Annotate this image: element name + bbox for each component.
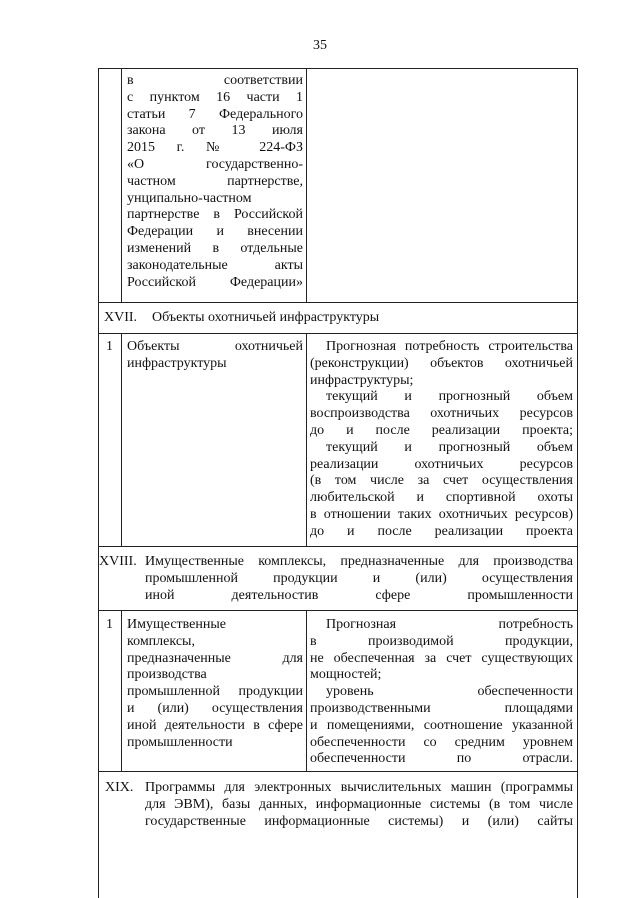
table-border-top <box>98 68 578 69</box>
col-divider <box>121 68 122 302</box>
row-divider <box>98 302 578 303</box>
row-divider <box>98 771 578 772</box>
section-number: XVII. <box>104 310 138 325</box>
section-title: Имущественные комплексы, предназначенные для производства промышленной продукции и (или) осуществления иной деятельностив сфере промышленности <box>145 554 573 603</box>
row-divider <box>98 333 578 334</box>
col-divider <box>121 610 122 771</box>
section-number: XIX. <box>105 780 134 795</box>
row-divider <box>98 610 578 611</box>
continuation-col2-text: в соответствии с пунктом 16 части 1 статьи 7 Федерального закона от 13 июля 2015 г. № 224-ФЗ «О государственно- частном партнерстве, унципально-частном партнерстве в Российской Федерации и внесении изменений в отдельные законодательные акты Российской Федерации» <box>127 73 303 290</box>
row-number: 1 <box>106 339 113 354</box>
col-divider <box>306 610 307 771</box>
row-name: Объекты охотничьей инфраструктуры <box>127 339 303 371</box>
row-description: Прогнозная потребность в производимой продукции, не обеспеченная за счет существующих мощностей; уровень обеспеченности производственными площадями и помещениями, соотношение указанной обеспеченности со средним уровнем обеспеченности по отрасли. <box>310 617 573 767</box>
row-name: Имущественные комплексы, предназначенные для производства промышленной продукции и (или) осуществления иной деятельности в сфере промышленности <box>127 617 303 750</box>
table-border-left <box>98 68 99 898</box>
table-border-right <box>577 68 578 898</box>
row-divider <box>98 546 578 547</box>
row-number: 1 <box>106 617 113 632</box>
col-divider <box>306 68 307 302</box>
page-number: 35 <box>313 38 327 53</box>
col-divider <box>306 333 307 546</box>
section-title: Объекты охотничьей инфраструктуры <box>152 310 380 325</box>
section-title: Программы для электронных вычислительных машин (программы для ЭВМ), базы данных, информационные системы (в том числе государственные информационные системы) и (или) сайты <box>145 780 573 829</box>
row-description: Прогнозная потребность строительства (реконструкции) объектов охотничьей инфраструктуры; текущий и прогнозный объем воспроизводства охотничьих ресурсов до и после реализации проекта; текущий и прогнозный объем реализации охотничьих ресурсов (в том числе за счет осуществления любительской и спортивной охоты в отношении таких охотничьих ресурсов) до и после реализации проекта <box>310 339 573 539</box>
section-number: XVIII. <box>99 554 137 569</box>
col-divider <box>121 333 122 546</box>
